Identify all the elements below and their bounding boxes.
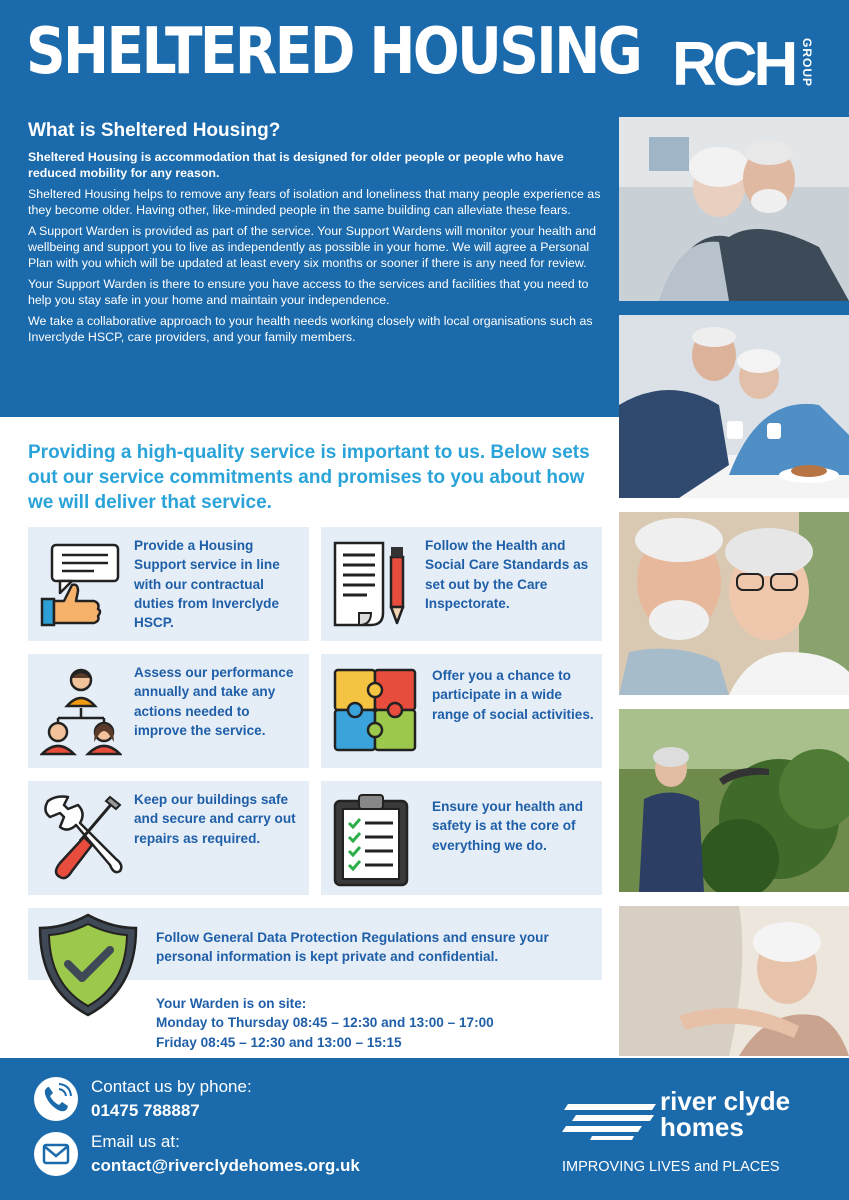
intro-heading: What is Sheltered Housing? xyxy=(28,120,281,141)
intro-text xyxy=(28,120,608,352)
puzzle-icon xyxy=(333,668,417,759)
photo-couple-smiling xyxy=(619,512,849,695)
photo-woman-gardening xyxy=(619,709,849,892)
document-pen-icon xyxy=(331,539,411,634)
intro-paragraph: We take a collaborative approach to your health needs working closely with local organisations such as Inverclyde HSCP, care providers, and your family members. xyxy=(28,314,593,344)
warden-fri: Friday 08:45 – 12:30 and 13:00 – 15:15 xyxy=(156,1034,402,1050)
commitment-text: Ensure your health and safety is at the core of everything we do. xyxy=(432,799,584,853)
commitment-card xyxy=(28,527,309,641)
thumbs-up-chat-icon xyxy=(38,541,122,634)
checklist-icon xyxy=(333,791,409,892)
commitment-text: Follow the Health and Social Care Standards as set out by the Care Inspectorate. xyxy=(425,538,589,611)
commitment-card xyxy=(321,527,602,641)
commitment-card xyxy=(28,654,309,768)
email-icon xyxy=(34,1132,78,1176)
commitment-card xyxy=(321,654,602,768)
warden-heading: Your Warden is on site: xyxy=(156,996,307,1011)
intro-paragraph: A Support Warden is provided as part of the service. Your Support Wardens will monitor your health and wellbeing and support you to live as independently as possible in your home. We will agree a Personal Plan with you which will be updated at least every six months or sooner if there is any need for review. xyxy=(28,224,596,270)
logo-text: RCH xyxy=(672,30,795,99)
shield-check-icon xyxy=(36,912,140,1023)
photo-carer-hug xyxy=(619,906,849,1056)
contact-footer xyxy=(0,1058,849,1200)
gdpr-text: Follow General Data Protection Regulations and ensure your personal information is kept private and confidential. xyxy=(156,930,549,965)
commitment-text: Assess our performance annually and take any actions needed to improve the service. xyxy=(134,665,294,738)
brand-tagline: IMPROVING LIVES and PLACES xyxy=(562,1159,780,1175)
team-icon xyxy=(40,666,122,761)
page-title: SHELTERED HOUSING xyxy=(26,15,641,89)
intro-paragraph: Sheltered Housing helps to remove any fears of isolation and loneliness that many people experience as they become older. Having other, like-minded people in the same building can alleviate these fears. xyxy=(28,187,601,217)
commitment-text: Keep our buildings safe and secure and carry out repairs as required. xyxy=(134,792,296,846)
photo-couple-coffee xyxy=(619,315,849,498)
warden-hours xyxy=(156,994,494,1052)
brand-name-line2: homes xyxy=(660,1112,744,1142)
intro-lead: Sheltered Housing is accommodation that is designed for older people or people who have reduced mobility for any reason. xyxy=(28,150,564,180)
brand-name-line1: river clyde xyxy=(660,1086,791,1116)
photo-couple-hug xyxy=(619,117,849,301)
intro-paragraph: Your Support Warden is there to ensure you have access to the services and facilities that you need to help you stay safe in your home and maintain your independence. xyxy=(28,277,589,307)
commitment-card xyxy=(321,781,602,895)
email-label: Email us at: xyxy=(91,1132,180,1151)
commitment-text: Provide a Housing Support service in line with our contractual duties from Inverclyde HSCP. xyxy=(134,538,280,631)
rch-group-logo xyxy=(672,30,822,99)
commitments-heading: Providing a high-quality service is important to us. Below sets out our service commitments and promises to you about how we will deliver that service. xyxy=(28,442,590,513)
commitment-card xyxy=(28,781,309,895)
phone-icon xyxy=(34,1077,78,1121)
phone-label: Contact us by phone: xyxy=(91,1077,252,1096)
tools-icon xyxy=(40,795,124,886)
river-waves-icon xyxy=(562,1100,658,1140)
logo-subtext: GROUP xyxy=(800,38,814,88)
phone-number[interactable]: 01475 788887 xyxy=(91,1101,200,1120)
commitment-text: Offer you a chance to participate in a wide range of social activities. xyxy=(432,668,594,722)
email-address[interactable]: contact@riverclydehomes.org.uk xyxy=(91,1156,360,1175)
warden-mon-thu: Monday to Thursday 08:45 – 12:30 and 13:00 – 17:00 xyxy=(156,1015,494,1031)
